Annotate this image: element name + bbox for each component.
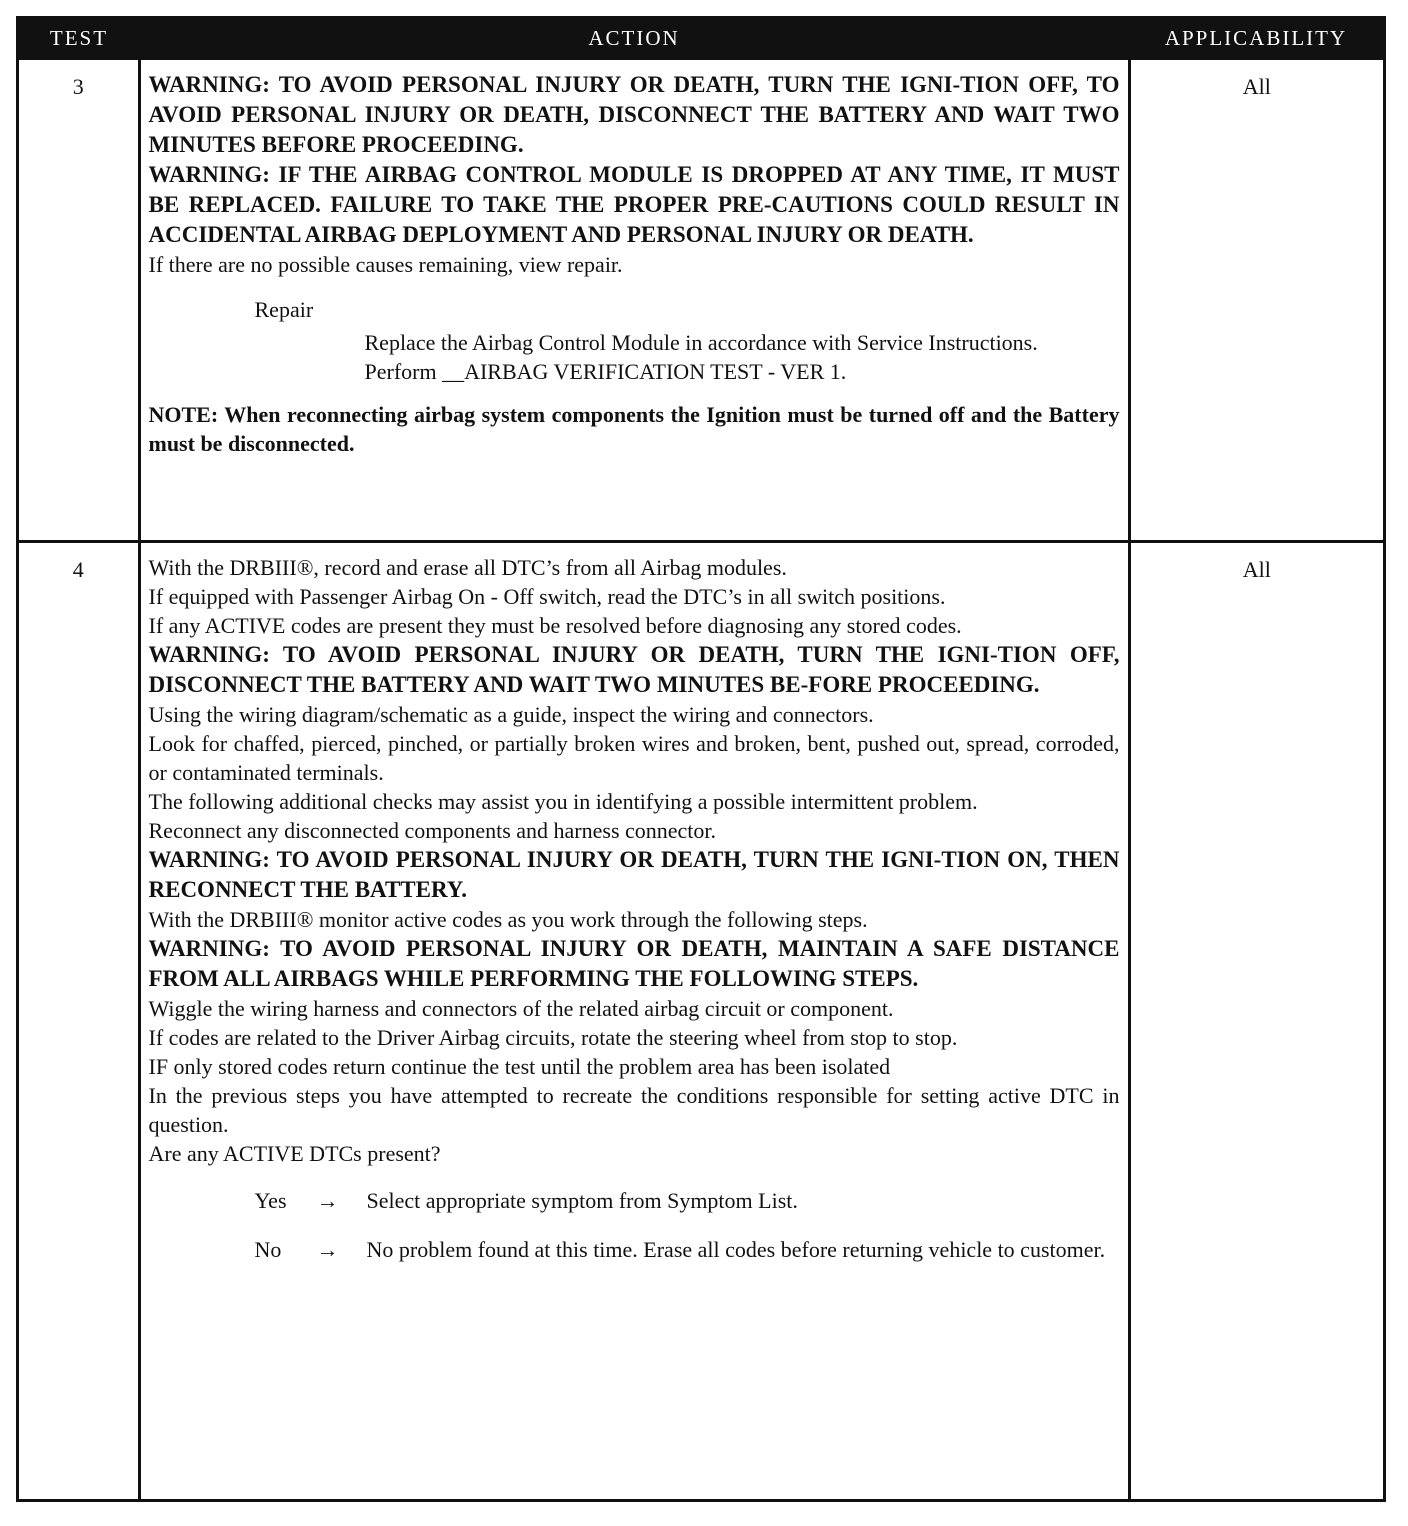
table-header-row bbox=[19, 19, 1383, 59]
note-text: NOTE: When reconnecting airbag system components the Ignition must be turned off and the Battery must be disconnected. bbox=[148, 402, 1120, 456]
repair-step: Perform __AIRBAG VERIFICATION TEST - VER 1. bbox=[364, 359, 847, 384]
table-row bbox=[19, 542, 1383, 1500]
table-row bbox=[19, 59, 1383, 542]
instruction-text: IF only stored codes return continue the test until the problem area has been isolated bbox=[148, 1054, 891, 1079]
instruction-text: If any ACTIVE codes are present they must be resolved before diagnosing any stored codes. bbox=[148, 613, 962, 638]
answer-no bbox=[149, 1235, 1120, 1264]
right-arrow-icon: → bbox=[316, 1237, 339, 1262]
instruction-text: Reconnect any disconnected components and harness connector. bbox=[148, 818, 717, 843]
action-cell bbox=[139, 59, 1129, 542]
applicability-value: All bbox=[1129, 59, 1383, 542]
instruction-text: With the DRBIII® monitor active codes as you work through the following steps. bbox=[148, 907, 868, 932]
warning-text: WARNING: TO AVOID PERSONAL INJURY OR DEATH, TURN THE IGNI-TION OFF, DISCONNECT THE BATTERY AND WAIT TWO MINUTES BE-FORE PROCEEDING. bbox=[148, 642, 1120, 697]
answer-no-text: No problem found at this time. Erase all codes before returning vehicle to customer. bbox=[366, 1237, 1106, 1262]
warning-text: WARNING: TO AVOID PERSONAL INJURY OR DEATH, TURN THE IGNI-TION OFF, TO AVOID PERSONAL INJURY OR DEATH, DISCONNECT THE BATTERY AND WAIT TWO MINUTES BEFORE PROCEEDING. bbox=[148, 72, 1120, 157]
header-action: ACTION bbox=[139, 19, 1129, 59]
test-number: 3 bbox=[19, 59, 139, 542]
warning-text: WARNING: IF THE AIRBAG CONTROL MODULE IS DROPPED AT ANY TIME, IT MUST BE REPLACED. FAILURE TO TAKE THE PROPER PRE-CAUTIONS COULD RESULT IN ACCIDENTAL AIRBAG DEPLOYMENT AND PERSONAL INJURY OR DEATH. bbox=[148, 162, 1120, 247]
answer-no-label: No bbox=[254, 1237, 282, 1262]
answer-yes-text: Select appropriate symptom from Symptom List. bbox=[366, 1188, 798, 1213]
instruction-text: If codes are related to the Driver Airbag circuits, rotate the steering wheel from stop to stop. bbox=[148, 1025, 958, 1050]
header-applicability: APPLICABILITY bbox=[1129, 19, 1383, 59]
answer-yes-label: Yes bbox=[254, 1188, 287, 1213]
question-text: Are any ACTIVE DTCs present? bbox=[148, 1141, 441, 1166]
diagnostic-test-table bbox=[16, 16, 1386, 1502]
warning-text: WARNING: TO AVOID PERSONAL INJURY OR DEATH, TURN THE IGNI-TION ON, THEN RECONNECT THE BATTERY. bbox=[148, 847, 1120, 902]
answer-block bbox=[149, 1186, 1120, 1264]
right-arrow-icon: → bbox=[316, 1188, 339, 1213]
answer-yes bbox=[149, 1186, 1120, 1215]
applicability-value: All bbox=[1129, 542, 1383, 1500]
instruction-text: In the previous steps you have attempted to recreate the conditions responsible for setting active DTC in question. bbox=[148, 1083, 1120, 1137]
warning-text: WARNING: TO AVOID PERSONAL INJURY OR DEATH, MAINTAIN A SAFE DISTANCE FROM ALL AIRBAGS WHILE PERFORMING THE FOLLOWING STEPS. bbox=[148, 936, 1120, 991]
instruction-text: With the DRBIII®, record and erase all DTC’s from all Airbag modules. bbox=[148, 555, 787, 580]
action-cell bbox=[139, 542, 1129, 1500]
header-test: TEST bbox=[19, 19, 139, 59]
instruction-text: Look for chaffed, pierced, pinched, or partially broken wires and broken, bent, pushed out, spread, corroded, or contaminated terminals. bbox=[148, 731, 1120, 785]
repair-step: Replace the Airbag Control Module in accordance with Service Instructions. bbox=[364, 330, 1038, 355]
instruction-text: The following additional checks may assist you in identifying a possible intermittent problem. bbox=[148, 789, 978, 814]
instruction-text: If there are no possible causes remaining, view repair. bbox=[148, 252, 623, 277]
instruction-text: If equipped with Passenger Airbag On - Off switch, read the DTC’s in all switch positions. bbox=[148, 584, 946, 609]
instruction-text: Wiggle the wiring harness and connectors of the related airbag circuit or component. bbox=[148, 996, 894, 1021]
test-number: 4 bbox=[19, 542, 139, 1500]
repair-block bbox=[149, 295, 1120, 386]
repair-label: Repair bbox=[254, 297, 314, 322]
test-table bbox=[19, 19, 1383, 1499]
instruction-text: Using the wiring diagram/schematic as a guide, inspect the wiring and connectors. bbox=[148, 702, 874, 727]
